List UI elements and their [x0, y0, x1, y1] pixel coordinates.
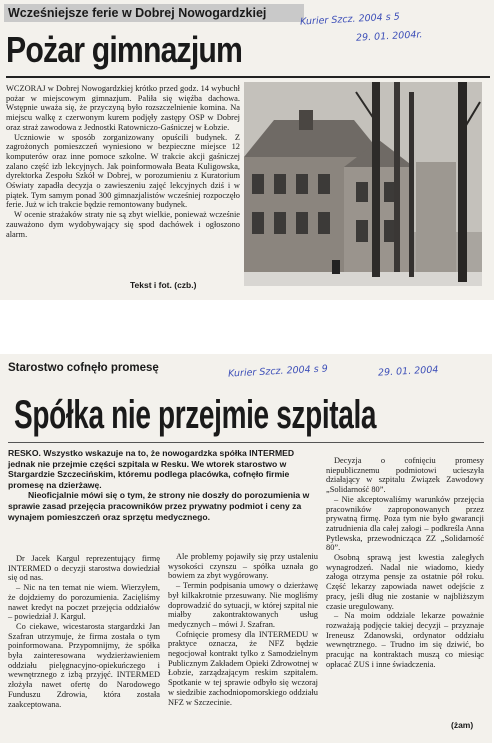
headline: Pożar gimnazjum: [6, 29, 243, 70]
handwritten-source-note: Kurier Szcz. 2004 s 5: [299, 11, 401, 28]
paragraph: Osobną sprawą jest kwestia zaległych wynagrodzeń. Nadal nie wiadomo, kiedy załoga otrzyma pensje za ostatnie pół roku. Część lekarzy zapowiada nawet odejście z pracy, jeśli dług nie zostanie w najbliższym czasie uregulowany.: [326, 553, 484, 611]
article-column-3: [326, 456, 484, 669]
kicker: Starostwo cofnęło promesę: [8, 362, 159, 374]
handwritten-date: 29. 01. 2004: [377, 364, 439, 379]
paragraph: Uczniowie w sposób zorganizowany opuścili budynek. Z zagrożonych pomieszczeń wyniesiono w bezpieczne miejsce 12 komputerów oraz inne pomoce szkolne. W trakcie akcji gaśniczej zalano część izb lekcyjnych. Jak poinformowała Beata Kuligowska, dyrektorka Zespołu Szkół w Dobrej, w porozumieniu z Kuratorium Oświaty zapadła decyzja o zawieszeniu zajęć lekcyjnych dziś i w piątek. Tym samym ponad 300 gimnazjalistów wcześniej rozpoczęło ferie. Już w ich trakcie będzie remontowany budynek.: [6, 132, 240, 210]
kicker: Wcześniejsze ferie w Dobrej Nowogardzkiej: [4, 4, 304, 22]
paragraph: Ale problemy pojawiły się przy ustaleniu wysokości czynszu – spółka uznała go bowiem za zbyt wygórowany.: [168, 552, 318, 581]
headline-rule: [6, 76, 490, 78]
lead-text: Nieoficjalnie mówi się o tym, że strony nie doszły do porozumienia w sprawie zasad przejęcia pracowników przez prywatny podmiot i ceny za wynajem pomieszczeń oraz sprzętu medycznego.: [8, 490, 310, 522]
paragraph: – Nic na ten temat nie wiem. Wierzyłem, że dojdziemy do porozumienia. Zacięliśmy nawet kredyt na poczet przejęcia oddziałów – powiedział J. Kargul.: [8, 583, 160, 622]
paragraph: Co ciekawe, wicestarosta stargardzki Jan Szafran utrzymuje, że firma została o tym poinformowana. Przypomnijmy, że spółka była zainteresowana wydzierżawieniem oddziału pielęgnacyjno-opiekuńczego i wewnętrznego z izbą przyjęć. INTERMED złożyła nawet ofertę do Narodowego Funduszu Zdrowia, która została zaakceptowana.: [8, 621, 160, 709]
handwritten-source-note: Kurier Szcz. 2004 s 9: [227, 363, 329, 380]
lead-text: RESKO. Wszystko wskazuje na to, że nowogardzka spółka INTERMED jednak nie przejmie części szpitala w Resku. We wtorek starostwo w Stargardzie Szczecińskim, któremu podlega placówka, cofnęło firmie promesę na dzierżawę.: [8, 448, 295, 490]
paragraph: – Na moim oddziale lekarze poważnie rozważają podjęcie takiej decyzji – przyznaje Ireneusz Zdanowski, ordynator oddziału wewnętrznego. – Trudno im się dziwić, bo pracując na kontraktach muszą co miesiąc opłacać ZUS i inne świadczenia.: [326, 611, 484, 669]
article-body: [6, 84, 240, 239]
school-building-photo: [244, 82, 482, 286]
clipping-hospital: [0, 354, 492, 743]
paragraph: W ocenie strażaków straty nie są zbyt wielkie, ponieważ wcześnie zauważono dym wydobywający się spod dachówek i ogłoszono alarm.: [6, 210, 240, 239]
paragraph: – Nie akceptowaliśmy warunków przejęcia pracowników zaproponowanych przez prywatną firmę. Poza tym nie było gwarancji zatrudnienia dla całej załogi – podkreśla Anna Pytlewska, przewodnicząca ZZ „Solidarność 80”.: [326, 494, 484, 553]
paragraph: – Termin podpisania umowy o dzierżawę był kilkakrotnie przesuwany. Nie mogliśmy doprowadzić do sytuacji, w której szpital nie miałby zakontraktowanych usług medycznych – mówi J. Szafran.: [168, 581, 319, 629]
handwritten-date: 29. 01. 2004r.: [355, 29, 423, 44]
headline-rule: [8, 442, 484, 443]
paragraph: Decyzja o cofnięciu promesy niepublicznemu podmiotowi ucieszyła działający w szpitalu Związek Zawodowy „Solidarność 80”.: [326, 456, 484, 495]
paragraph: Cofnięcie promesy dla INTERMEDU w praktyce oznacza, że NFZ będzie negocjował kontrakt tylko z Samodzielnym Publicznym Zakładem Opieki Zdrowotnej w Łobzie, zarządzającym reskim szpitalem. Spotkanie w tej sprawie odbyło się wczoraj w siedzibie zachodniopomorskiego oddziału NFZ w Szczecinie.: [168, 629, 318, 707]
paragraph: WCZORAJ w Dobrej Nowogardzkiej krótko przed godz. 14 wybuchł pożar w miejscowym gimnazjum. Paliła się więźba dachowa. Wstępnie uważa się, że przyczyną było rozszczelnienie komina. Na miejscu walkę z czerwonym kurem podjęły zastępy OSP w Dobrej oraz straż zawodowa z Jednostki Ratowniczo-Gaśniczej w Łobzie.: [6, 84, 240, 132]
headline: Spółka nie przejmie szpitala: [14, 393, 377, 437]
author-signature: (żam): [451, 720, 474, 730]
lead-paragraph: [8, 448, 314, 522]
clipping-fire: [0, 0, 494, 300]
article-column-2: [168, 552, 318, 707]
article-column-1: [8, 554, 160, 709]
school-photo: [244, 82, 482, 286]
paragraph: Dr Jacek Kargul reprezentujący firmę INTERMED o decyzji starostwa dowiedział się od nas.: [8, 554, 160, 583]
credit-line: Tekst i fot. (czb.): [130, 280, 197, 290]
